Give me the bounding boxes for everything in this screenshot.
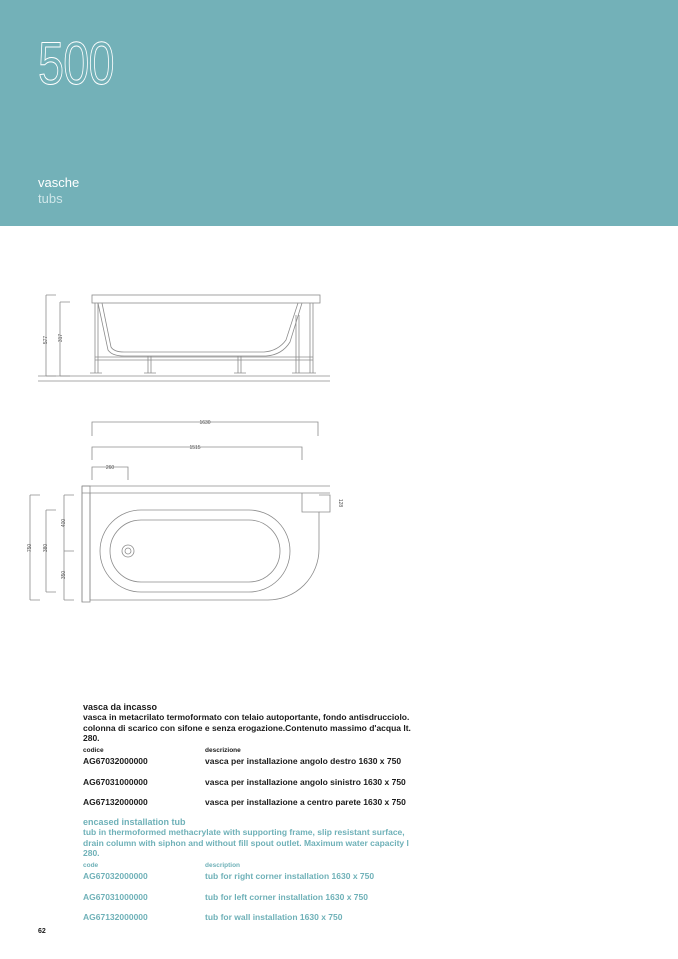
side-view-drawing: [38, 295, 330, 381]
desc-header-english: description: [205, 862, 241, 869]
table-row-desc: vasca per installazione a centro parete 1630 x 750: [205, 797, 406, 807]
title-italian: vasca da incasso: [83, 702, 158, 712]
dim-750: 750: [27, 543, 33, 553]
table-row-desc: vasca per installazione angolo destro 1630 x 750: [205, 756, 402, 766]
technical-drawing: [0, 226, 678, 626]
table-row-desc: tub for wall installation 1630 x 750: [205, 912, 343, 922]
table-row-desc: vasca per installazione angolo sinistro 1630 x 750: [205, 777, 406, 787]
table-row-code: AG67032000000: [83, 871, 148, 881]
table-row-desc: tub for right corner installation 1630 x 750: [205, 871, 375, 881]
description-english: tub in thermoformed methacrylate with supporting frame, slip resistant surface, drain column with siphon and without fill spout outlet. Maximum water capacity l 280.: [83, 827, 409, 858]
dim-577: 577: [43, 335, 49, 345]
category-english: tubs: [38, 191, 63, 206]
category-italian: vasche: [38, 175, 80, 190]
english-section: [83, 817, 423, 859]
dim-1630: 1630: [199, 420, 211, 426]
top-view-drawing: [30, 422, 330, 602]
page-number: 62: [38, 928, 46, 935]
table-row-code: AG67132000000: [83, 912, 148, 922]
dim-260: 260: [105, 465, 115, 471]
dim-317: 317: [58, 333, 64, 343]
header-band: [0, 0, 678, 226]
dim-350: 350: [61, 570, 67, 580]
title-english: encased installation tub: [83, 817, 186, 827]
dim-128: 128: [337, 498, 343, 508]
dim-400: 400: [61, 518, 67, 528]
desc-header-italian: descrizione: [205, 747, 241, 754]
code-header-english: code: [83, 862, 99, 869]
table-row-code: AG67032000000: [83, 756, 148, 766]
table-row-code: AG67031000000: [83, 777, 148, 787]
table-row-code: AG67132000000: [83, 797, 148, 807]
dim-380: 380: [43, 543, 49, 553]
series-number: 500: [38, 30, 114, 97]
italian-section: [83, 702, 423, 744]
table-row-desc: tub for left corner installation 1630 x 750: [205, 892, 368, 902]
table-row-code: AG67031000000: [83, 892, 148, 902]
description-italian: vasca in metacrilato termoformato con telaio autoportante, fondo antisdrucciolo. colonna di scarico con sifone e senza erogazione.Contenuto massimo d'acqua lt. 280.: [83, 712, 411, 743]
dim-1515: 1515: [189, 445, 201, 451]
code-header-italian: codice: [83, 747, 104, 754]
